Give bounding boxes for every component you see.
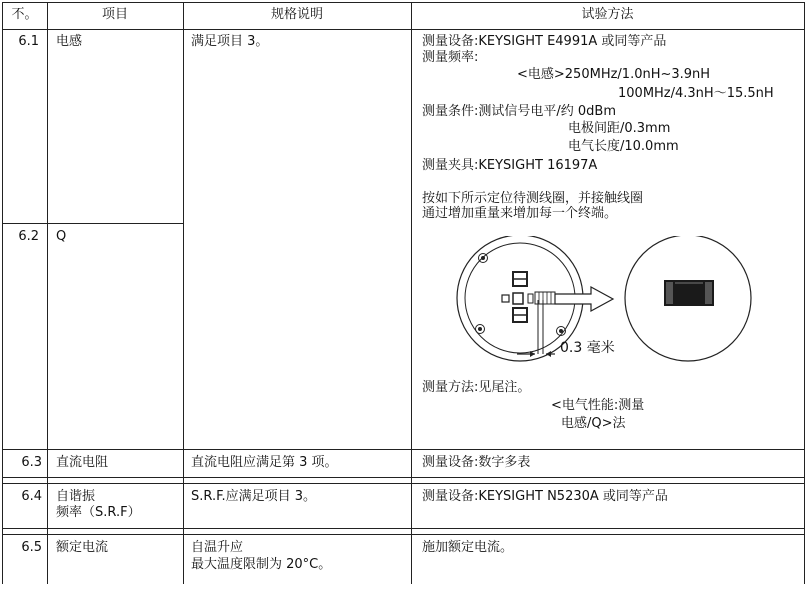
row-divider-61-62-left bbox=[2, 223, 183, 224]
row-6-3-spec: 直流电阻应满足第 3 项。 bbox=[191, 455, 338, 470]
method-instr-line1: 按如下所示定位待测线圈，并接触线圈 bbox=[422, 191, 644, 206]
header-divider bbox=[2, 29, 804, 30]
row-6-1-spec: 满足项目 3。 bbox=[191, 34, 269, 49]
row-divider-63-64-bottom bbox=[2, 483, 804, 484]
row-6-2-item: Q bbox=[56, 229, 67, 244]
figure-dimension-label: 0.3 毫米 bbox=[560, 340, 615, 356]
header-no: 不。 bbox=[11, 7, 38, 22]
row-6-3-no: 6.3 bbox=[21, 455, 42, 470]
zoom-arrow bbox=[555, 287, 613, 311]
method-freq-label: 测量频率: bbox=[422, 50, 479, 65]
row-6-4-spec: S.R.F.应满足项目 3。 bbox=[191, 489, 317, 504]
row-6-3-item: 直流电阻 bbox=[56, 455, 109, 470]
row-divider-64-65-bottom bbox=[2, 534, 804, 535]
row-6-2-no: 6.2 bbox=[18, 229, 39, 244]
row-6-5-spec-line1: 自温升应 bbox=[191, 540, 244, 555]
header-spec: 规格说明 bbox=[270, 7, 323, 22]
method-cond-line3: 电气长度/10.0mm bbox=[568, 139, 679, 154]
row-6-3-method: 测量设备:数字多表 bbox=[422, 455, 531, 470]
method-freq-line2: 100MHz/4.3nH～15.5nH bbox=[618, 86, 774, 101]
method-equipment: 测量设备:KEYSIGHT E4991A 或同等产品 bbox=[422, 34, 667, 49]
row-divider-63-64-top bbox=[2, 477, 804, 478]
method-measure-label: 测量方法:见尾注。 bbox=[422, 380, 531, 395]
row-6-5-method: 施加额定电流。 bbox=[422, 540, 514, 555]
col-border-right bbox=[804, 2, 805, 584]
row-6-5-spec-line2: 最大温度限制为 20°C。 bbox=[191, 557, 332, 572]
header-method: 试验方法 bbox=[581, 7, 634, 22]
header-item: 项目 bbox=[101, 7, 128, 22]
row-6-4-item-line2: 频率（S.R.F） bbox=[56, 505, 141, 520]
col-border-spec-method bbox=[411, 2, 412, 584]
row-divider-64-65-top bbox=[2, 528, 804, 529]
col-border-no-item bbox=[47, 2, 48, 584]
row-divider-62-63 bbox=[2, 449, 804, 450]
method-cond-line1: 测量条件:测试信号电平/约 0dBm bbox=[422, 104, 616, 119]
method-freq-line1: <电感>250MHz/1.0nH~3.9nH bbox=[517, 67, 711, 82]
row-6-5-no: 6.5 bbox=[21, 540, 42, 555]
method-fixture: 测量夹具:KEYSIGHT 16197A bbox=[422, 158, 598, 173]
row-6-1-no: 6.1 bbox=[18, 34, 39, 49]
method-cond-line2: 电极间距/0.3mm bbox=[568, 121, 671, 136]
method-measure-line3: 电感/Q>法 bbox=[561, 416, 626, 431]
row-6-4-no: 6.4 bbox=[21, 489, 42, 504]
row-6-4-item-line1: 自谐振 bbox=[56, 489, 96, 504]
row-6-4-method: 测量设备:KEYSIGHT N5230A 或同等产品 bbox=[422, 489, 668, 504]
col-border-item-spec bbox=[183, 2, 184, 584]
method-instr-line2: 通过增加重量来增加每一个终端。 bbox=[422, 206, 618, 221]
row-6-5-item: 额定电流 bbox=[56, 540, 109, 555]
row-6-1-item: 电感 bbox=[56, 34, 83, 49]
method-measure-line2: <电气性能:测量 bbox=[551, 398, 645, 413]
table-top-border bbox=[2, 2, 804, 3]
